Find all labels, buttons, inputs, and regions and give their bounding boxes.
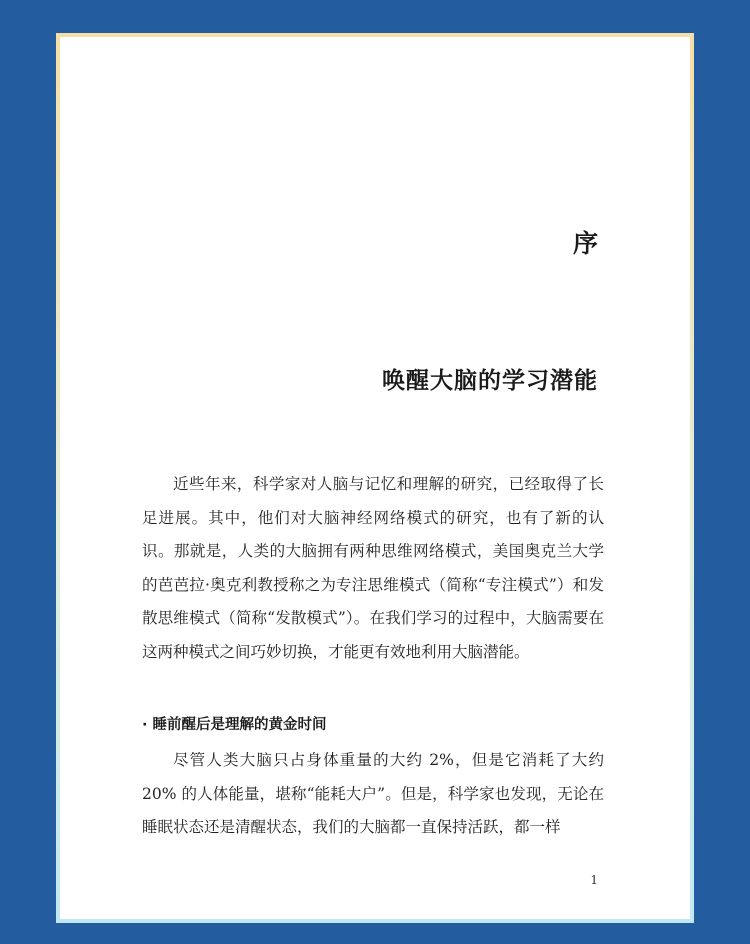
book-page-frame xyxy=(56,33,694,923)
section-subheading: · 睡前醒后是理解的黄金时间 xyxy=(142,717,327,733)
page-number: 1 xyxy=(590,873,598,887)
page-title: 唤醒大脑的学习潜能 xyxy=(382,367,598,394)
paragraph-intro: 近些年来，科学家对人脑与记忆和理解的研究，已经取得了长足进展。其中，他们对大脑神经网络模式的研究，也有了新的认识。那就是，人类的大脑拥有两种思维网络模式，美国奥克兰大学的芭芭拉·奥克利教授称之为专注思维模式（简称“专注模式”）和发散思维模式（简称“发散模式”）。在我们学习的过程中，大脑需要在这两种模式之间巧妙切换，才能更有效地利用大脑潜能。 xyxy=(142,475,604,661)
chapter-mark: 序 xyxy=(572,229,598,258)
book-page xyxy=(60,37,690,919)
paragraph-body: 尽管人类大脑只占身体重量的大约 2%，但是它消耗了大约 20% 的人体能量，堪称“能耗大户”。但是，科学家也发现，无论在睡眠状态还是清醒状态，我们的大脑都一直保持活跃，都一样 xyxy=(142,751,604,836)
